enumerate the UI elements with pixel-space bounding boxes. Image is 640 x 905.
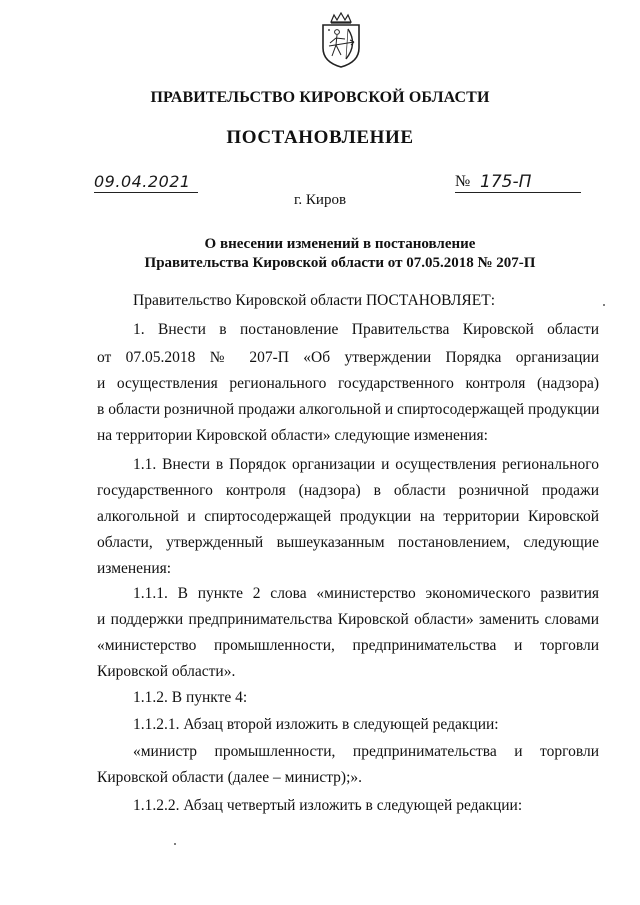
government-name: ПРАВИТЕЛЬСТВО КИРОВСКОЙ ОБЛАСТИ <box>150 89 490 106</box>
paragraph-line: государственного контроля (надзора) в области розничной продажи <box>97 482 599 499</box>
document-title <box>60 235 620 273</box>
document-number: 175-П <box>480 172 532 192</box>
paragraph-line: от 07.05.2018 № 207-П «Об утверждении Порядка организации <box>97 349 599 366</box>
title-line: О внесении изменений в постановление <box>204 236 476 252</box>
document-number-field <box>455 172 581 193</box>
title-line: Правительства Кировской области от 07.05.2018 № 207-П <box>144 255 536 271</box>
quote-line: «министр промышленности, предпринимательства и торговли <box>133 743 599 760</box>
document-date: 09.04.2021 <box>94 172 198 193</box>
paragraph-line: алкогольной и спиртосодержащей продукции на территории Кировской <box>97 508 599 525</box>
document-type: ПОСТАНОВЛЕНИЕ <box>226 127 414 148</box>
scan-speck <box>174 843 176 845</box>
paragraph-line: Кировской области». <box>97 663 236 680</box>
paragraph-line: 1.1.1. В пункте 2 слова «министерство экономического развития <box>133 585 599 602</box>
quote-line: Кировской области (далее – министр);». <box>97 769 363 786</box>
coat-of-arms-icon <box>318 12 364 68</box>
paragraph-line: 1. Внести в постановление Правительства Кировской области <box>133 321 599 338</box>
paragraph-line: 1.1.2.2. Абзац четвертый изложить в следующей редакции: <box>133 797 523 814</box>
number-sign: № <box>455 173 471 190</box>
paragraph-line: «министерство промышленности, предпринимательства и торговли <box>97 637 599 654</box>
city: г. Киров <box>293 192 347 208</box>
paragraph-line: 1.1.2.1. Абзац второй изложить в следующей редакции: <box>133 716 499 733</box>
paragraph-line: 1.1.2. В пункте 4: <box>133 689 248 706</box>
intro-paragraph: Правительство Кировской области ПОСТАНОВЛЯЕТ: <box>133 292 496 309</box>
paragraph-line: и поддержки предпринимательства Кировской области» заменить словами <box>97 611 599 628</box>
paragraph-line: 1.1. Внести в Порядок организации и осуществления регионального <box>133 456 599 473</box>
scan-speck <box>603 304 605 306</box>
paragraph-line: в области розничной продажи алкогольной и спиртосодержащей продукции <box>97 401 600 418</box>
paragraph-line: на территории Кировской области» следующие изменения: <box>97 427 488 444</box>
paragraph-line: области, утвержденный вышеуказанным постановлением, следующие <box>97 534 599 551</box>
paragraph-line: и осуществления регионального государственного контроля (надзора) <box>97 375 599 392</box>
paragraph-line: изменения: <box>97 560 172 577</box>
